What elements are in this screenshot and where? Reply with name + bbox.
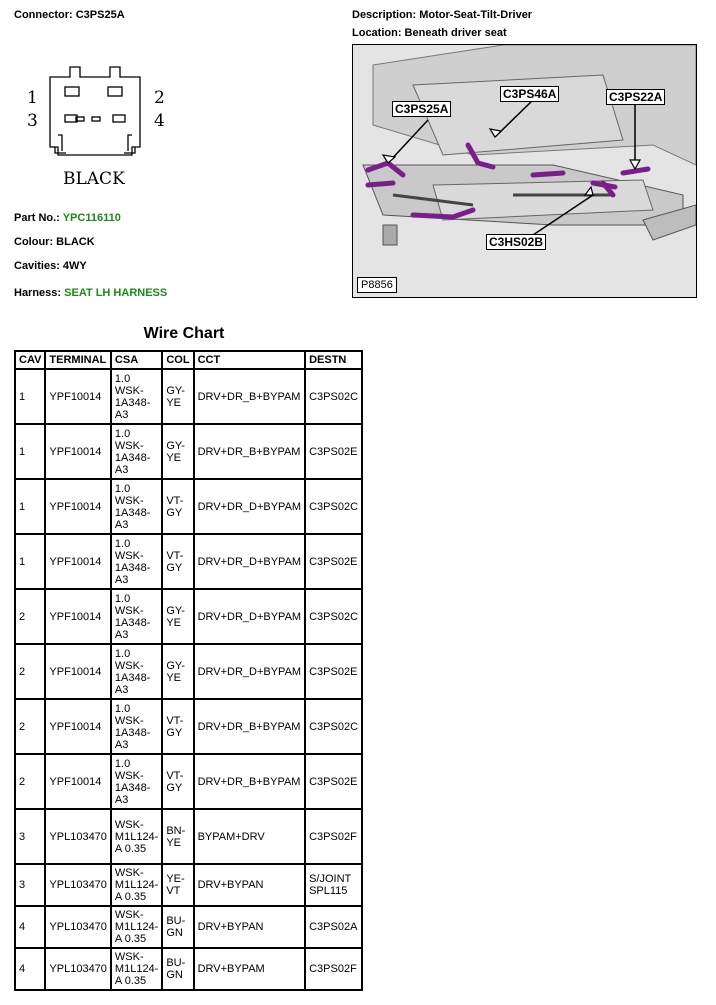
cell-csa: 1.0 WSK-1A348-A3 <box>111 534 162 589</box>
pin-1-label: 1 <box>27 88 38 108</box>
cell-col: YE-VT <box>162 864 193 906</box>
cell-col: BN-YE <box>162 809 193 864</box>
table-row <box>15 809 362 864</box>
cell-destn: C3PS02C <box>305 479 362 534</box>
cell-terminal: YPL103470 <box>45 809 111 864</box>
table-row <box>15 864 362 906</box>
cell-terminal: YPF10014 <box>45 479 111 534</box>
cell-cct: DRV+DR_B+BYPAM <box>194 369 306 424</box>
harness <box>14 287 167 299</box>
pin-4-label: 4 <box>154 111 165 131</box>
cell-destn: C3PS02F <box>305 809 362 864</box>
cell-cav: 2 <box>15 699 45 754</box>
cell-csa: WSK-M1L124-A 0.35 <box>111 948 162 990</box>
cell-csa: 1.0 WSK-1A348-A3 <box>111 644 162 699</box>
cell-col: VT-GY <box>162 754 193 809</box>
cell-cct: DRV+DR_D+BYPAM <box>194 534 306 589</box>
connector-label: Connector: C3PS25A <box>14 9 125 21</box>
cell-terminal: YPF10014 <box>45 369 111 424</box>
cell-terminal: YPF10014 <box>45 589 111 644</box>
cell-csa: 1.0 WSK-1A348-A3 <box>111 479 162 534</box>
cell-cct: DRV+DR_B+BYPAM <box>194 754 306 809</box>
cell-destn: C3PS02E <box>305 424 362 479</box>
table-row <box>15 369 362 424</box>
cell-cct: DRV+DR_D+BYPAM <box>194 644 306 699</box>
connector-colour-label: BLACK <box>63 169 125 189</box>
table-row <box>15 754 362 809</box>
harness-value[interactable]: SEAT LH HARNESS <box>64 287 168 299</box>
cell-csa: 1.0 WSK-1A348-A3 <box>111 589 162 644</box>
cell-col: BU-GN <box>162 948 193 990</box>
cell-cav: 1 <box>15 424 45 479</box>
cell-csa: 1.0 WSK-1A348-A3 <box>111 424 162 479</box>
cell-csa: WSK-M1L124-A 0.35 <box>111 864 162 906</box>
cell-cct: DRV+DR_D+BYPAM <box>194 479 306 534</box>
cell-destn: C3PS02E <box>305 534 362 589</box>
cell-terminal: YPL103470 <box>45 906 111 948</box>
table-row <box>15 948 362 990</box>
callout-c3hs02b: C3HS02B <box>486 234 546 250</box>
cavities-label: Cavities: 4WY <box>14 260 87 272</box>
part-number-value[interactable]: YPC116110 <box>62 212 121 224</box>
wire-chart-title: Wire Chart <box>143 325 225 342</box>
column-header-cav: CAV <box>15 351 45 369</box>
cell-col: GY-YE <box>162 369 193 424</box>
cell-cav: 3 <box>15 864 45 906</box>
cell-destn: C3PS02E <box>305 644 362 699</box>
cell-cav: 2 <box>15 644 45 699</box>
cell-cav: 4 <box>15 906 45 948</box>
cell-cav: 2 <box>15 754 45 809</box>
table-header-row <box>15 351 362 369</box>
cell-destn: C3PS02C <box>305 699 362 754</box>
cell-col: GY-YE <box>162 589 193 644</box>
cell-cav: 1 <box>15 369 45 424</box>
cell-col: BU-GN <box>162 906 193 948</box>
cell-terminal: YPF10014 <box>45 644 111 699</box>
column-header-cct: CCT <box>194 351 306 369</box>
photo-reference: P8856 <box>357 277 397 293</box>
cell-cav: 4 <box>15 948 45 990</box>
column-header-csa: CSA <box>111 351 162 369</box>
location-photo <box>352 44 697 298</box>
cell-cct: DRV+BYPAN <box>194 864 306 906</box>
cell-terminal: YPL103470 <box>45 864 111 906</box>
description-label: Description: Motor-Seat-Tilt-Driver <box>352 9 533 21</box>
column-header-destn: DESTN <box>305 351 362 369</box>
seat-frame-illustration <box>353 45 696 297</box>
callout-c3ps25a: C3PS25A <box>392 101 451 117</box>
cell-cct: DRV+DR_D+BYPAM <box>194 589 306 644</box>
callout-c3ps22a: C3PS22A <box>606 89 665 105</box>
table-row <box>15 644 362 699</box>
cell-terminal: YPF10014 <box>45 699 111 754</box>
cell-cct: DRV+DR_B+BYPAM <box>194 699 306 754</box>
colour-label: Colour: BLACK <box>14 236 95 248</box>
connector-face-diagram <box>20 55 180 195</box>
cell-destn: C3PS02E <box>305 754 362 809</box>
cell-cct: DRV+BYPAM <box>194 948 306 990</box>
cell-csa: 1.0 WSK-1A348-A3 <box>111 754 162 809</box>
cell-csa: WSK-M1L124-A 0.35 <box>111 809 162 864</box>
cell-terminal: YPF10014 <box>45 534 111 589</box>
table-row <box>15 699 362 754</box>
cell-cav: 1 <box>15 479 45 534</box>
column-header-col: COL <box>162 351 193 369</box>
cell-destn: C3PS02C <box>305 589 362 644</box>
cell-cav: 2 <box>15 589 45 644</box>
cell-cav: 3 <box>15 809 45 864</box>
cell-col: GY-YE <box>162 424 193 479</box>
table-row <box>15 424 362 479</box>
cell-destn: C3PS02A <box>305 906 362 948</box>
cell-destn: S/JOINT SPL115 <box>305 864 362 906</box>
wire-chart-table <box>14 350 363 991</box>
cell-cct: DRV+DR_B+BYPAM <box>194 424 306 479</box>
callout-c3ps46a: C3PS46A <box>500 86 559 102</box>
cell-col: VT-GY <box>162 479 193 534</box>
pin-3-label: 3 <box>27 111 38 131</box>
part-number <box>14 212 121 224</box>
column-header-terminal: TERMINAL <box>45 351 111 369</box>
cell-destn: C3PS02F <box>305 948 362 990</box>
cell-terminal: YPL103470 <box>45 948 111 990</box>
cell-cct: DRV+BYPAN <box>194 906 306 948</box>
table-row <box>15 589 362 644</box>
cell-cct: BYPAM+DRV <box>194 809 306 864</box>
part-number-label: Part No.: <box>14 212 60 224</box>
cell-csa: 1.0 WSK-1A348-A3 <box>111 699 162 754</box>
table-row <box>15 534 362 589</box>
cell-cav: 1 <box>15 534 45 589</box>
table-row <box>15 906 362 948</box>
cell-col: VT-GY <box>162 699 193 754</box>
table-row <box>15 479 362 534</box>
cell-terminal: YPF10014 <box>45 754 111 809</box>
cell-csa: WSK-M1L124-A 0.35 <box>111 906 162 948</box>
harness-label: Harness: <box>14 287 62 299</box>
cell-terminal: YPF10014 <box>45 424 111 479</box>
cell-destn: C3PS02C <box>305 369 362 424</box>
cell-col: VT-GY <box>162 534 193 589</box>
location-label: Location: Beneath driver seat <box>352 27 507 39</box>
wire-chart-body <box>15 369 362 990</box>
cell-csa: 1.0 WSK-1A348-A3 <box>111 369 162 424</box>
cell-col: GY-YE <box>162 644 193 699</box>
pin-2-label: 2 <box>154 88 165 108</box>
